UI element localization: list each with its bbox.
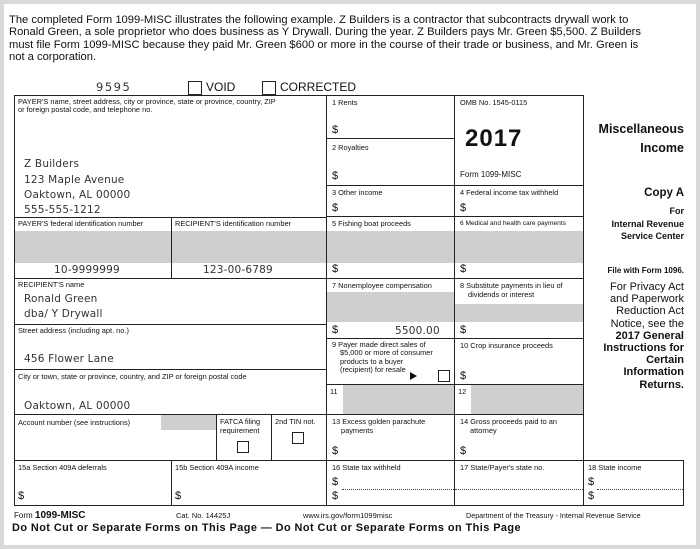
intro-line-2: Ronald Green, a sole proprietor who does business as Y Drywall. During the year. Z Builders pays Mr. Green $5,500. Z Builders <box>9 26 641 39</box>
box-3-label: 3 Other income <box>332 188 383 197</box>
box-4-label: 4 Federal income tax withheld <box>460 188 559 197</box>
void-checkbox[interactable] <box>188 81 202 95</box>
recipient-tin-shade <box>172 231 326 263</box>
box-16-divider <box>342 489 454 490</box>
account-number-label: Account number (see instructions) <box>18 418 131 427</box>
privacy-line-6: Instructions for <box>603 342 684 355</box>
account-shade <box>161 415 216 430</box>
box-2-label: 2 Royalties <box>332 143 369 152</box>
form-title-line-2: Income <box>640 141 684 155</box>
recipient-street-label: Street address (including apt. no.) <box>18 326 129 335</box>
payer-label <box>18 98 324 115</box>
box-2-dollar: $ <box>332 170 339 182</box>
copy-a-for: For <box>669 206 684 216</box>
footer-warning: Do Not Cut or Separate Forms on This Page — Do Not Cut or Separate Forms on This Page <box>12 522 522 534</box>
box-15a-label: 15a Section 409A deferrals <box>18 463 107 472</box>
box-15b-dollar: $ <box>175 490 182 502</box>
box-11-shade <box>343 385 454 414</box>
box-18-dollar-1: $ <box>588 476 595 488</box>
payer-tin-value: 10-9999999 <box>54 264 120 276</box>
payer-name: Z Builders <box>24 158 80 170</box>
box-9-label-3: products to a buyer <box>340 356 404 366</box>
box-12-shade <box>471 385 583 414</box>
payer-tin-label: PAYER'S federal identification number <box>18 219 144 228</box>
box-8-shade <box>455 304 583 322</box>
box-18-divider <box>597 489 683 490</box>
box-5-dollar: $ <box>332 263 339 275</box>
second-tin-label: 2nd TIN not. <box>275 417 316 426</box>
intro-line-3: must file Form 1099-MISC because they paid Mr. Green $600 or more in the course of their trade or business, and Mr. Green is <box>9 38 639 51</box>
box-5-shade <box>327 231 454 263</box>
payer-label-line-1: PAYER'S name, street address, city or province, state or province, country, ZIP <box>18 97 276 106</box>
box-9-label-1: 9 Payer made direct sales of <box>332 340 426 349</box>
box-7-dollar: $ <box>332 324 339 336</box>
recipient-name: Ronald Green <box>24 293 98 305</box>
box-9-checkbox[interactable] <box>438 370 450 382</box>
payer-city: Oaktown, AL 00000 <box>24 189 131 201</box>
box-6-dollar: $ <box>460 263 467 275</box>
box-7-value: 5500.00 <box>395 325 440 337</box>
box-18-dollar-2: $ <box>588 490 595 502</box>
privacy-line-7: Certain <box>646 354 684 367</box>
copy-a-irs-2: Service Center <box>620 231 684 241</box>
intro-paragraph <box>9 14 683 64</box>
recipient-name-label: RECIPIENT'S name <box>18 280 85 289</box>
payer-tin-shade <box>15 231 171 263</box>
payer-street: 123 Maple Avenue <box>24 174 125 186</box>
box-11-label: 11 <box>330 387 338 396</box>
recipient-dba: dba/ Y Drywall <box>24 308 103 320</box>
payer-label-line-2: or foreign postal code, and telephone no. <box>18 105 153 115</box>
footer-cat-no: Cat. No. 14425J <box>176 511 231 520</box>
arrow-right-icon <box>410 372 417 380</box>
box-17-label: 17 State/Payer's state no. <box>460 463 545 472</box>
privacy-notice <box>584 281 684 391</box>
intro-line-4: not a corporation. <box>9 51 97 64</box>
box-1-label: 1 Rents <box>332 98 358 107</box>
box-10-label: 10 Crop insurance proceeds <box>460 341 553 350</box>
box-9-label <box>332 341 433 375</box>
box-17-divider <box>455 489 583 490</box>
box-8-label-1: 8 Substitute payments in lieu of <box>460 281 563 290</box>
payer-phone: 555-555-1212 <box>24 204 101 216</box>
box-14-label-2: attorney <box>470 426 497 435</box>
box-1-dollar: $ <box>332 124 339 136</box>
footer-form-name: 1099-MISC <box>34 510 86 521</box>
box-12-label: 12 <box>458 387 467 396</box>
box-18-label: 18 State income <box>588 463 642 472</box>
box-16-dollar-1: $ <box>332 476 339 488</box>
recipient-tin-value: 123-00-6789 <box>203 264 273 276</box>
fatca-label-2: requirement <box>220 426 260 435</box>
privacy-line-8: Information <box>623 366 684 379</box>
copy-a-irs-1: Internal Revenue <box>611 219 684 229</box>
footer-form <box>14 510 85 521</box>
omb-form-name: Form 1099-MISC <box>460 170 522 179</box>
box-15b-label: 15b Section 409A income <box>175 463 259 472</box>
recipient-city: Oaktown, AL 00000 <box>24 400 131 412</box>
file-with-1096: File with Form 1096. <box>607 266 684 275</box>
box-9-label-2: $5,000 or more of consumer <box>340 348 433 358</box>
box-6-shade <box>455 231 583 263</box>
box-10-dollar: $ <box>460 370 467 382</box>
box-15a-dollar: $ <box>18 490 25 502</box>
box-7-shade <box>327 292 454 322</box>
box-8-dollar: $ <box>460 324 467 336</box>
box-16-label: 16 State tax withheld <box>332 463 401 472</box>
form-code: 9595 <box>96 80 132 94</box>
box-14-label-1: 14 Gross proceeds paid to an <box>460 417 557 426</box>
privacy-line-1: For Privacy Act <box>610 281 684 293</box>
box-9-label-4: (recipient) for resale <box>340 365 406 375</box>
box-7-label: 7 Nonemployee compensation <box>332 281 432 290</box>
recipient-tin-label: RECIPIENT'S identification number <box>175 219 292 228</box>
fatca-checkbox[interactable] <box>237 441 249 453</box>
intro-line-1: The completed Form 1099-MISC illustrates the following example. Z Builders is a contractor that subcontracts drywall work to <box>9 14 629 26</box>
void-label: VOID <box>206 80 236 94</box>
omb-number: OMB No. 1545-0115 <box>460 98 528 107</box>
corrected-label: CORRECTED <box>280 80 357 94</box>
form-title-line-1: Miscellaneous <box>598 122 684 136</box>
corrected-checkbox[interactable] <box>262 81 276 95</box>
fatca-label-1: FATCA filing <box>220 417 261 426</box>
second-tin-checkbox[interactable] <box>292 432 304 444</box>
box-13-label-1: 13 Excess golden parachute <box>332 417 426 426</box>
copy-a-title: Copy A <box>644 187 684 199</box>
privacy-line-5: 2017 General <box>615 329 684 342</box>
box-13-label-2: payments <box>341 426 374 435</box>
box-16-dollar-2: $ <box>332 490 339 502</box>
footer-dept: Department of the Treasury - Internal Revenue Service <box>466 511 641 520</box>
box-5-label: 5 Fishing boat proceeds <box>332 219 411 228</box>
box-3-dollar: $ <box>332 202 339 214</box>
footer-form-prefix: Form <box>14 511 33 520</box>
recipient-city-label: City or town, state or province, country, and ZIP or foreign postal code <box>18 372 247 381</box>
tax-year: 2017 <box>465 125 523 152</box>
privacy-line-9: Returns. <box>639 378 684 391</box>
box-4-dollar: $ <box>460 202 467 214</box>
recipient-street: 456 Flower Lane <box>24 353 114 365</box>
privacy-line-4: Notice, see the <box>610 317 684 330</box>
box-14-dollar: $ <box>460 445 467 457</box>
box-8-label-2: dividends or interest <box>468 290 535 299</box>
box-6-label: 6 Medical and health care payments <box>460 220 566 227</box>
box-13-dollar: $ <box>332 445 339 457</box>
privacy-line-3: Reduction Act <box>616 305 684 318</box>
footer-url: www.irs.gov/form1099misc <box>303 511 393 520</box>
privacy-line-2: and Paperwork <box>610 293 684 306</box>
